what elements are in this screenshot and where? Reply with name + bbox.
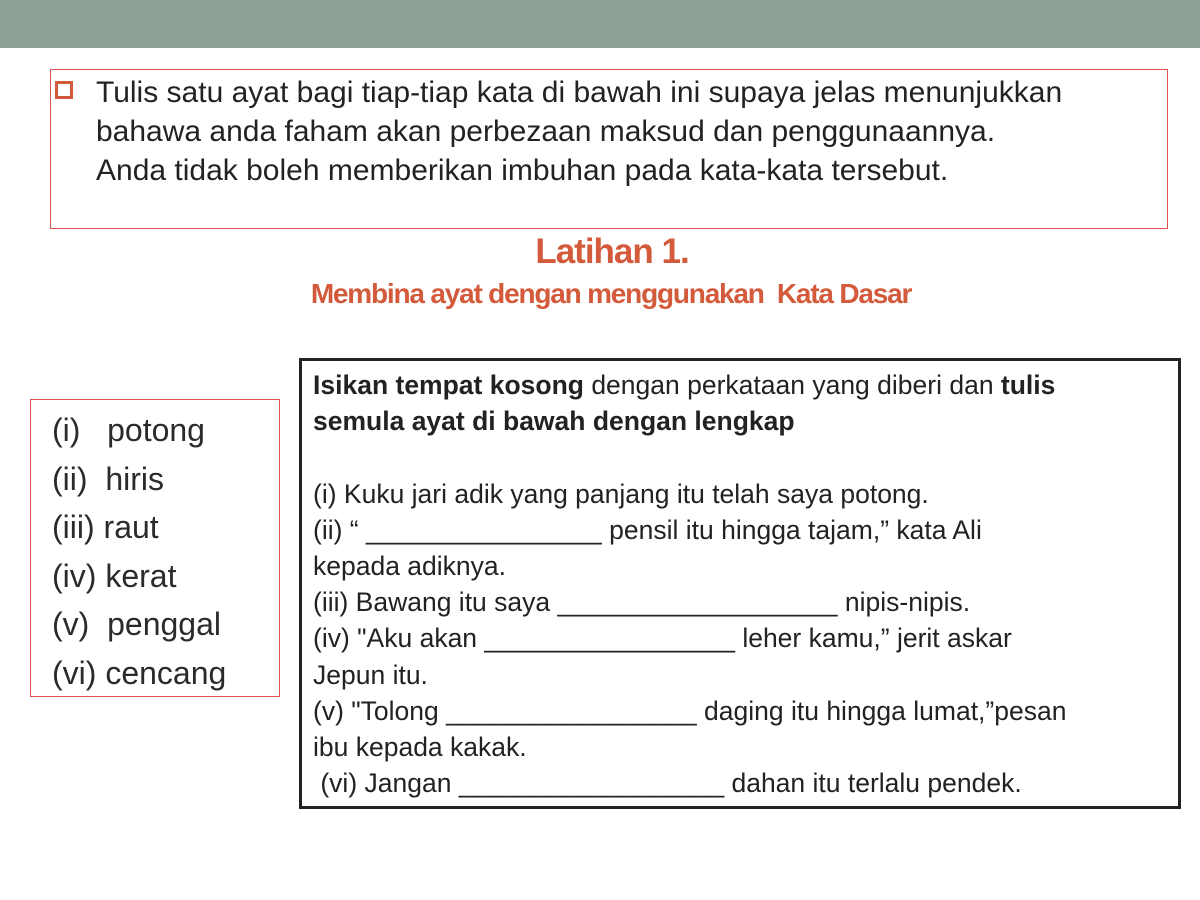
spacer bbox=[313, 439, 1179, 475]
exercise-content bbox=[313, 367, 1179, 801]
exercise-line: (i) Kuku jari adik yang panjang itu telah saya potong. bbox=[313, 478, 929, 509]
word-item: (v) penggal bbox=[52, 606, 221, 642]
exercise-line: (v) "Tolong _________________ daging itu hingga lumat,”pesan bbox=[313, 695, 1067, 726]
word-item: (iv) kerat bbox=[52, 557, 177, 594]
heading-bold-part: Isikan tempat kosong bbox=[313, 370, 584, 400]
word-item: (ii) hiris bbox=[52, 460, 164, 497]
top-bar bbox=[0, 0, 1200, 48]
exercise-line: ibu kepada kakak. bbox=[313, 732, 527, 763]
instruction-line: Tulis satu ayat bagi tiap-tiap kata di bawah ini supaya jelas menunjukkan bbox=[96, 76, 1063, 109]
exercise-heading-line-1 bbox=[313, 367, 1179, 403]
exercise-heading-line-2 bbox=[313, 403, 1179, 439]
exercise-subtitle: Membina ayat dengan menggunakan Kata Dasar bbox=[310, 278, 912, 309]
checkbox-bullet-icon bbox=[55, 81, 73, 99]
exercise-line: Jepun itu. bbox=[313, 659, 428, 690]
heading-normal-part: dengan perkataan yang diberi dan bbox=[583, 370, 1001, 400]
instruction-line: Anda tidak boleh memberikan imbuhan pada kata-kata tersebut. bbox=[96, 154, 949, 187]
exercise-line: kepada adiknya. bbox=[313, 551, 507, 581]
word-list bbox=[52, 406, 226, 697]
exercise-line: (ii) “ ________________ pensil itu hingga tajam,” kata Ali bbox=[313, 514, 982, 545]
exercise-line: (iii) Bawang itu saya ___________________ nipis-nipis. bbox=[313, 587, 971, 618]
instruction-text bbox=[96, 73, 1171, 190]
word-item: (vi) cencang bbox=[52, 654, 227, 691]
instruction-line: bahawa anda faham akan perbezaan maksud dan penggunaannya. bbox=[96, 115, 996, 148]
heading-bold-part: tulis bbox=[1000, 370, 1056, 400]
exercise-title: Latihan 1. bbox=[535, 232, 689, 271]
exercise-line: (vi) Jangan __________________ dahan itu terlalu pendek. bbox=[313, 768, 1022, 799]
word-item: (iii) raut bbox=[52, 509, 159, 545]
exercise-line: (iv) "Aku akan _________________ leher kamu,” jerit askar bbox=[313, 623, 1012, 654]
heading-bold-part: semula ayat di bawah dengan lengkap bbox=[313, 406, 795, 437]
word-item: (i) potong bbox=[52, 412, 205, 448]
